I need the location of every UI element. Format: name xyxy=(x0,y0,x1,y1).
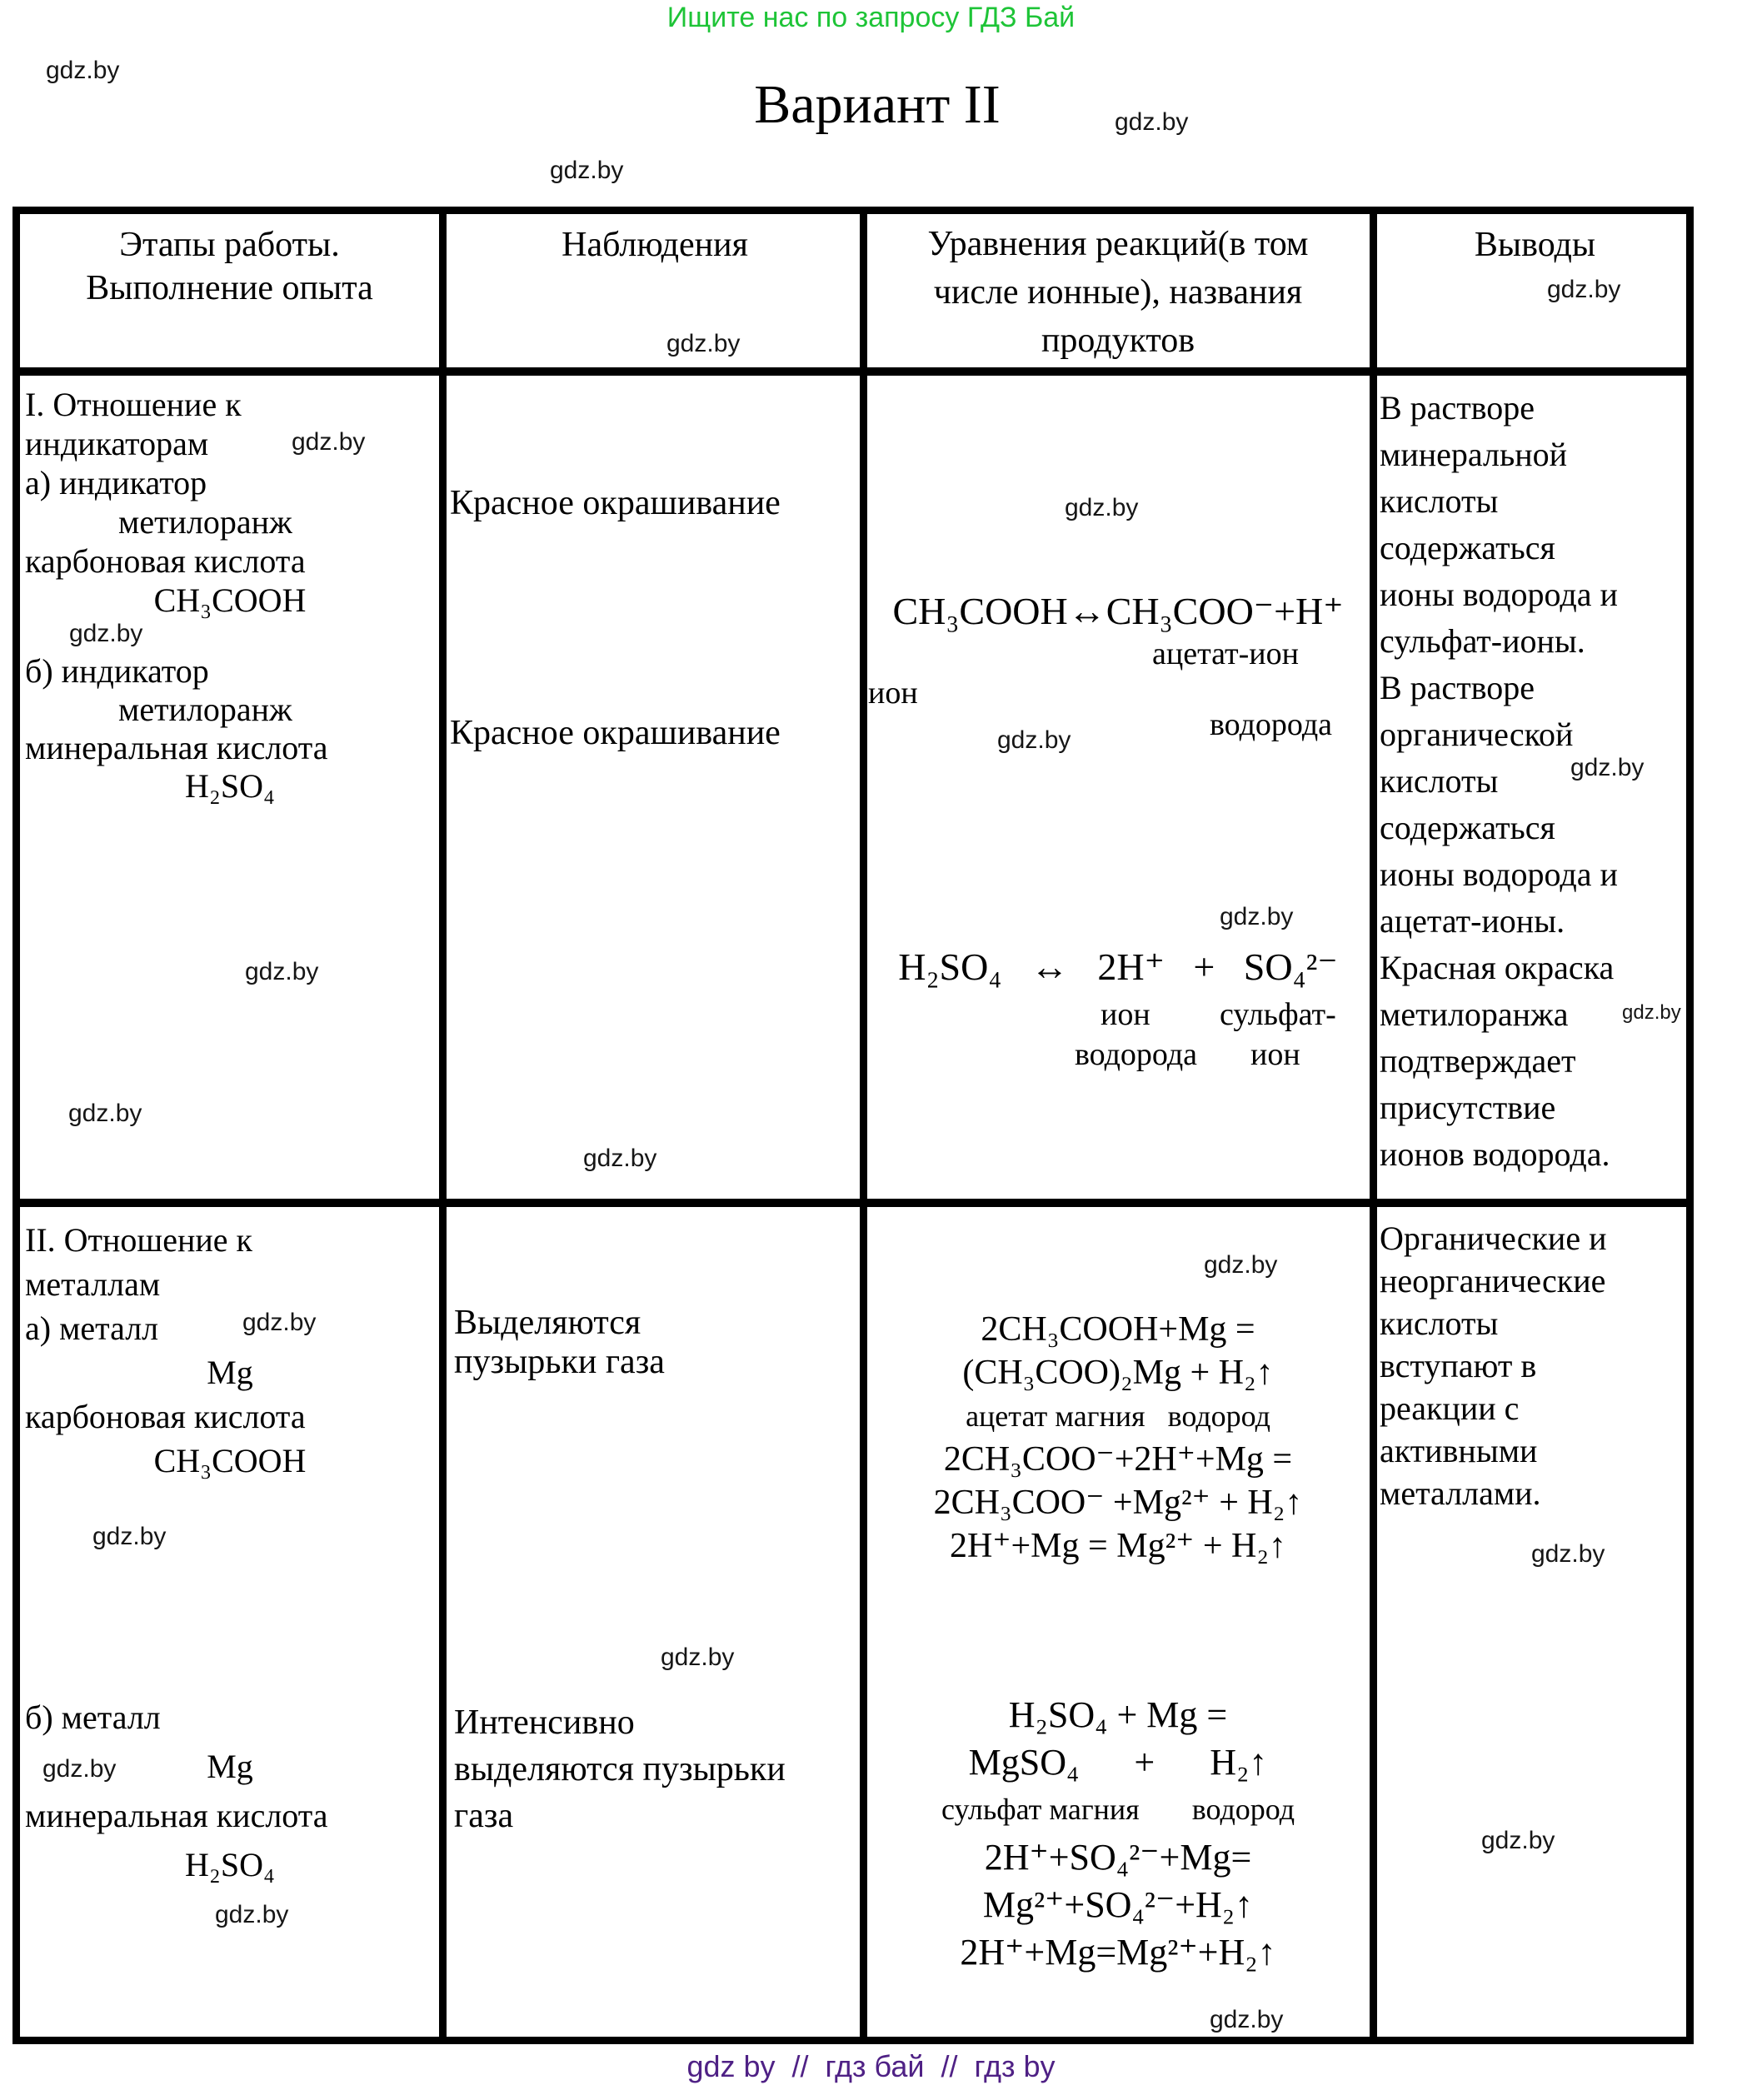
step-line: метилоранж xyxy=(118,503,292,541)
gdz-watermark: gdz.by xyxy=(92,1523,167,1550)
equation-acetic-mg-products: (CH₃COO)₂Mg + H₂↑ xyxy=(962,1354,1274,1392)
gdz-watermark: gdz.by xyxy=(1547,276,1621,303)
header-cell-steps xyxy=(20,223,439,310)
conclusion-line: содержаться xyxy=(1380,809,1555,846)
gdz-watermark: gdz.by xyxy=(550,157,624,184)
header-equations-line2: числе ионные), названия xyxy=(933,273,1303,312)
gdz-watermark: gdz.by xyxy=(215,1901,289,1928)
equation-acetic-dissociation: CH₃COOH↔CH₃COO⁻+H⁺ xyxy=(892,590,1344,632)
conclusion-line: сульфат-ионы. xyxy=(1380,622,1585,660)
header-steps-line1: Этапы работы. xyxy=(119,226,340,264)
conclusion-line: В растворе xyxy=(1380,669,1535,706)
equation-acetic-mg: 2CH₃COOH+Mg = xyxy=(981,1310,1255,1349)
observation-red-coloring-1: Красное окрашивание xyxy=(450,484,781,522)
label-ion: ион xyxy=(1250,1037,1300,1072)
conclusion-line: вступают в xyxy=(1380,1347,1537,1384)
header-observations-label: Наблюдения xyxy=(562,226,748,264)
gdz-watermark: gdz.by xyxy=(42,1755,117,1783)
step-line: карбоновая кислота xyxy=(25,542,306,580)
formula-acetic-acid: CH₃COOH xyxy=(153,1442,307,1479)
step-line: I. Отношение к xyxy=(25,386,242,423)
row2-observation-block2 xyxy=(454,1699,860,1839)
header-cell-conclusions xyxy=(1376,225,1694,265)
row-divider xyxy=(12,367,1694,376)
header-steps-line2: Выполнение опыта xyxy=(86,269,373,307)
promo-banner: Ищите нас по запросу ГДЗ Бай xyxy=(666,2,1076,33)
gdz-watermark: gdz.by xyxy=(245,958,319,985)
conclusion-line: реакции с xyxy=(1380,1389,1520,1427)
equation-ionic-net: 2H⁺+Mg=Mg²⁺+H₂↑ xyxy=(960,1932,1276,1973)
row1-steps-block2 xyxy=(25,652,435,806)
step-line: б) металл xyxy=(25,1698,161,1736)
formula-sulfuric-acid: H₂SO₄ xyxy=(185,767,275,805)
gdz-watermark: gdz.by xyxy=(1115,108,1189,136)
observation-line: газа xyxy=(454,1797,514,1835)
gdz-watermark: gdz.by xyxy=(666,330,741,357)
page-title: Вариант II xyxy=(754,74,1001,135)
row2-steps-block2 xyxy=(25,1693,435,1889)
conclusion-line: В растворе xyxy=(1380,389,1535,426)
gdz-watermark: gdz.by xyxy=(1531,1540,1605,1568)
step-line: карбоновая кислота xyxy=(25,1398,306,1435)
gdz-watermark: gdz.by xyxy=(68,1100,142,1127)
header-cell-observations xyxy=(450,225,860,265)
row2-conclusions-block xyxy=(1380,1217,1691,1514)
conclusion-line: металлами. xyxy=(1380,1474,1541,1512)
step-line: II. Отношение к xyxy=(25,1221,252,1259)
conclusion-line: ацетат-ионы. xyxy=(1380,902,1565,940)
step-line: метилоранж xyxy=(118,691,292,728)
row2-steps-block xyxy=(25,1218,435,1483)
equation-sulfuric-mg: H₂SO₄ + Mg = xyxy=(1008,1694,1228,1735)
footer-links: gdz by // гдз бай // гдз by xyxy=(686,2049,1056,2083)
conclusion-line: Красная окраска xyxy=(1380,949,1615,986)
label-sulfate: сульфат- xyxy=(1220,997,1336,1032)
step-line: б) индикатор xyxy=(25,652,209,690)
observation-line: выделяются пузырьки xyxy=(454,1750,786,1788)
step-line: минеральная кислота xyxy=(25,729,328,766)
formula-magnesium: Mg xyxy=(207,1354,253,1391)
gdz-watermark: gdz.by xyxy=(1622,1001,1681,1024)
label-acetate-ion: ацетат-ион xyxy=(1152,636,1299,671)
equation-sulfuric-dissociation: H₂SO₄ ↔ 2H⁺ + SO₄²⁻ xyxy=(898,945,1338,988)
observation-red-coloring-2: Красное окрашивание xyxy=(450,714,781,752)
observation-line: Интенсивно xyxy=(454,1703,635,1742)
step-line: минеральная кислота xyxy=(25,1797,328,1834)
column-divider xyxy=(1370,207,1377,2044)
conclusion-line: кислоты xyxy=(1380,482,1499,520)
row-divider xyxy=(12,1199,1694,1207)
equation-ionic-full: 2H⁺+SO₄²⁻+Mg= xyxy=(984,1837,1252,1878)
header-conclusions-label: Выводы xyxy=(1474,226,1596,264)
equation-ionic-full: 2CH₃COO⁻+2H⁺+Mg = xyxy=(943,1440,1293,1479)
label-hydrogen: водорода xyxy=(1075,1037,1198,1072)
gdz-watermark: gdz.by xyxy=(46,57,120,84)
row1-conclusions-block xyxy=(1380,385,1691,1178)
row2-equation-block2 xyxy=(866,1691,1370,1976)
observation-line: Выделяются xyxy=(454,1304,641,1342)
conclusion-line: содержаться xyxy=(1380,529,1555,566)
header-cell-equations xyxy=(866,220,1370,365)
conclusion-line: присутствие xyxy=(1380,1089,1556,1126)
conclusion-line: активными xyxy=(1380,1432,1538,1469)
row2-observation-block1 xyxy=(454,1304,860,1382)
gdz-watermark: gdz.by xyxy=(583,1145,657,1172)
conclusion-line: кислоты xyxy=(1380,1304,1499,1342)
label-magnesium-acetate-hydrogen: ацетат магния водород xyxy=(966,1399,1270,1433)
gdz-watermark: gdz.by xyxy=(1220,903,1294,930)
conclusion-line: ионы водорода и xyxy=(1380,855,1618,893)
header-equations-line3: продуктов xyxy=(1041,322,1195,360)
conclusion-line: ионов водорода. xyxy=(1380,1135,1610,1173)
conclusion-line: подтверждает xyxy=(1380,1042,1576,1080)
conclusion-line: минеральной xyxy=(1380,436,1567,473)
header-equations-line1: Уравнения реакций(в том xyxy=(927,225,1309,263)
row1-steps-block xyxy=(25,385,435,620)
gdz-watermark: gdz.by xyxy=(69,620,143,647)
conclusion-line: метилоранжа xyxy=(1380,995,1569,1033)
gdz-watermark: gdz.by xyxy=(1210,2006,1284,2033)
label-magnesium-sulfate-hydrogen: сульфат магния водород xyxy=(941,1793,1295,1826)
label-ion: ион xyxy=(1101,997,1151,1032)
conclusion-line: неорганические xyxy=(1380,1262,1606,1299)
step-line: металлам xyxy=(25,1265,161,1303)
equation-ionic-full-products: 2CH₃COO⁻ +Mg²⁺ + H₂↑ xyxy=(933,1484,1303,1522)
observation-line: пузырьки газа xyxy=(454,1343,665,1381)
conclusion-line: ионы водорода и xyxy=(1380,576,1618,613)
step-line: индикаторам xyxy=(25,425,209,462)
formula-acetic-acid: CH₃COOH xyxy=(153,581,307,619)
step-line: а) индикатор xyxy=(25,464,207,501)
equation-sulfuric-mg-products: MgSO₄ + H₂↑ xyxy=(968,1742,1268,1783)
equation-ionic-full-products: Mg²⁺+SO₄²⁻+H₂↑ xyxy=(982,1884,1254,1925)
gdz-watermark: gdz.by xyxy=(242,1309,317,1336)
conclusion-line: кислоты xyxy=(1380,762,1499,800)
equation-ionic-net: 2H⁺+Mg = Mg²⁺ + H₂↑ xyxy=(950,1527,1286,1565)
label-ion: ион xyxy=(868,676,918,711)
column-divider xyxy=(439,207,447,2044)
conclusion-line: Органические и xyxy=(1380,1220,1607,1257)
gdz-watermark: gdz.by xyxy=(1481,1827,1555,1854)
gdz-watermark: gdz.by xyxy=(292,428,366,456)
row2-equation-block1 xyxy=(866,1308,1370,1568)
conclusion-line: органической xyxy=(1380,716,1574,753)
gdz-watermark: gdz.by xyxy=(997,726,1071,754)
formula-sulfuric-acid: H₂SO₄ xyxy=(185,1846,275,1883)
formula-magnesium: Mg xyxy=(207,1748,253,1785)
label-hydrogen: водорода xyxy=(1210,707,1333,742)
gdz-watermark: gdz.by xyxy=(1204,1251,1278,1279)
gdz-watermark: gdz.by xyxy=(661,1644,735,1671)
gdz-watermark: gdz.by xyxy=(1570,754,1645,781)
step-line: а) металл xyxy=(25,1309,159,1347)
gdz-watermark: gdz.by xyxy=(1065,494,1139,521)
